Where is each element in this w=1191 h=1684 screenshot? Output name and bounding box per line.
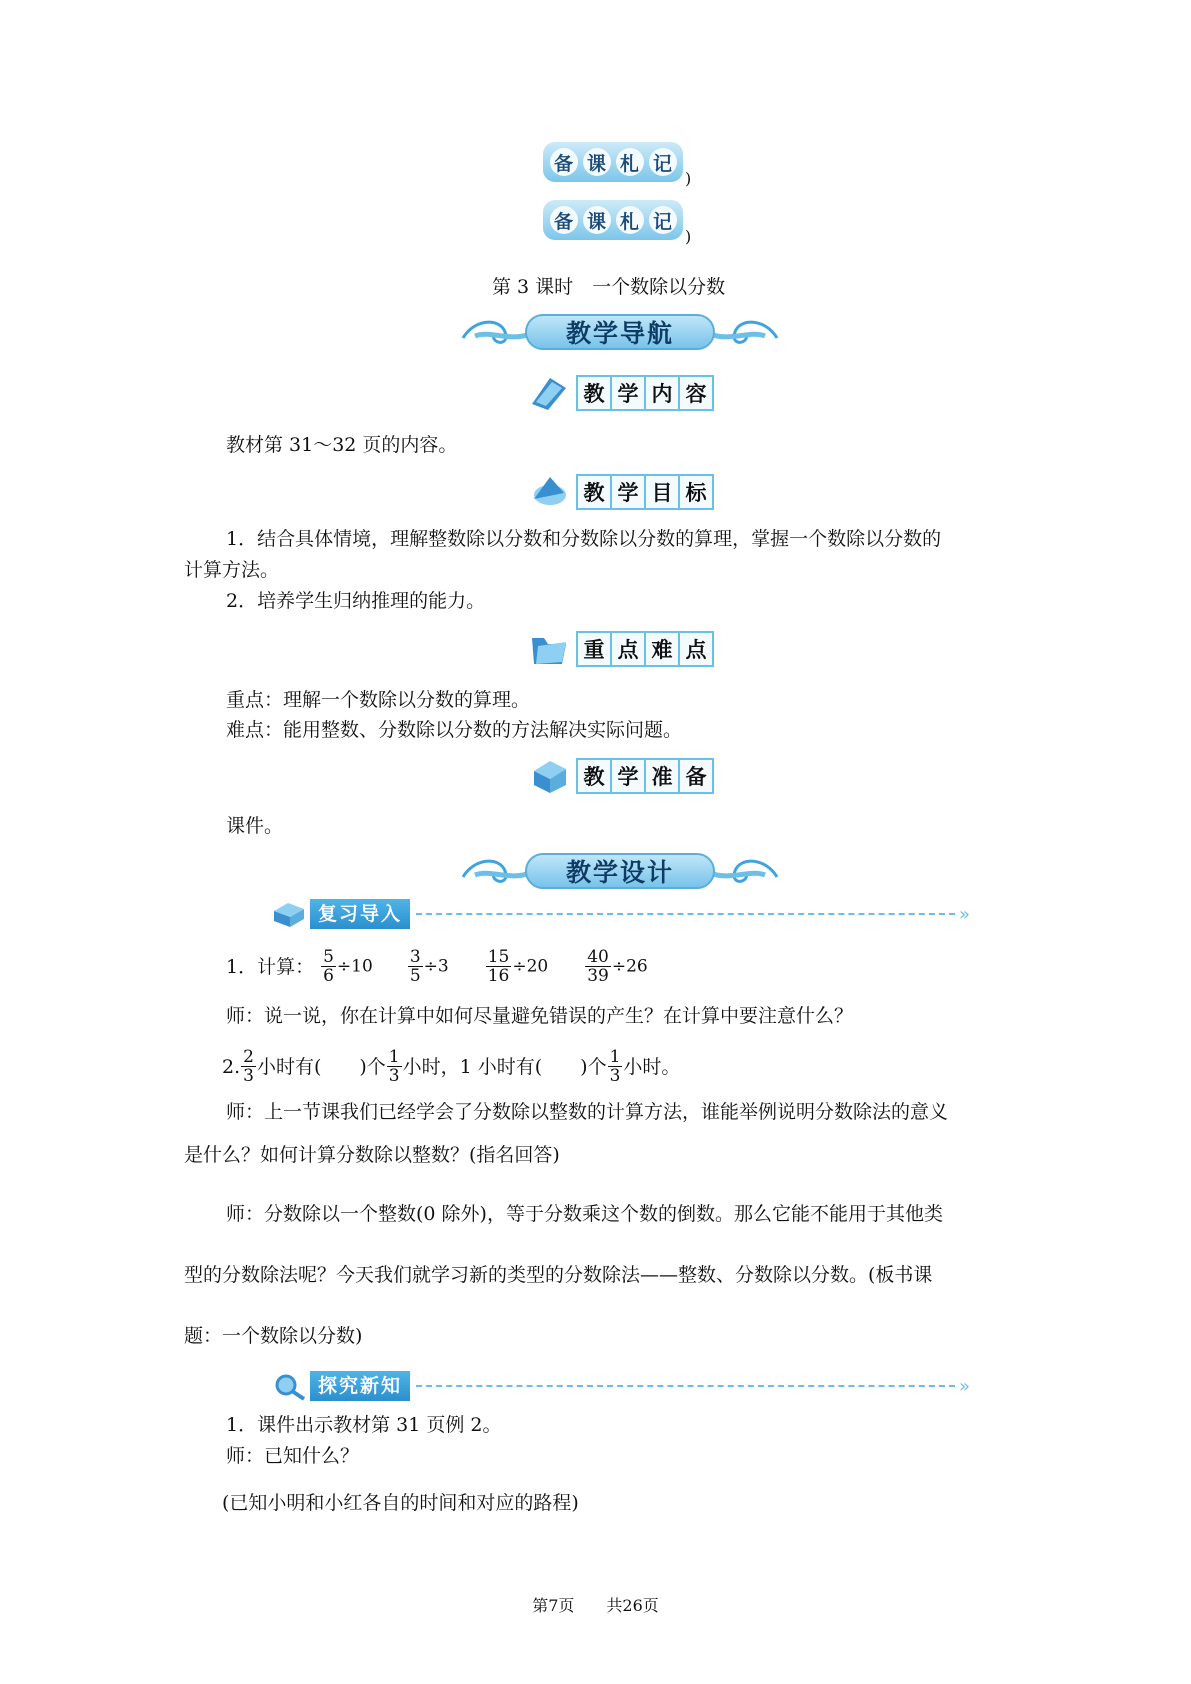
- fraction-numerator: 5: [323, 947, 334, 967]
- explore-line-3: (已知小明和小红各自的时间和对应的路程): [222, 1492, 579, 1514]
- badge-char: 课: [583, 148, 611, 176]
- fraction-denominator: 3: [609, 1066, 621, 1086]
- calc-item-3: [485, 948, 549, 985]
- heading-char: 准: [646, 760, 680, 792]
- target-icon: [528, 473, 570, 511]
- double-chevron-icon: »: [958, 903, 970, 925]
- heading-teaching-content: [528, 374, 714, 412]
- calc-operator: ÷3: [423, 956, 449, 977]
- heading-char: 点: [612, 633, 646, 665]
- heading-char: 容: [680, 377, 712, 409]
- dashed-divider: [416, 913, 955, 915]
- heading-teaching-prep: [528, 757, 714, 795]
- heading-char: 难: [646, 633, 680, 665]
- goal-line-1b: 计算方法。: [184, 559, 280, 581]
- book-icon: [528, 374, 570, 412]
- fraction-denominator: 39: [587, 966, 609, 986]
- badge-paren: ): [685, 169, 692, 188]
- fraction-numerator: 40: [587, 947, 609, 967]
- badge-char: 记: [649, 206, 677, 234]
- calc-label: 1．计算：: [226, 955, 315, 978]
- banner-label: 教学设计: [525, 853, 715, 889]
- q2-text-3: 小时。: [623, 1055, 681, 1078]
- badge-char: 备: [550, 206, 578, 234]
- badge-char: 札: [616, 206, 644, 234]
- calc-item-1: [320, 948, 373, 985]
- fraction-numerator: 3: [409, 947, 421, 967]
- fraction-numerator: 15: [487, 947, 510, 967]
- banner-teaching-design: [455, 847, 785, 895]
- calc-item-2: [407, 948, 449, 985]
- folder-icon: [528, 630, 570, 668]
- heading-char: 目: [646, 476, 680, 508]
- heading-char: 教: [578, 377, 612, 409]
- fraction-denominator: 5: [409, 966, 421, 986]
- double-chevron-icon: »: [958, 1375, 970, 1397]
- calc-operator: ÷26: [611, 956, 648, 977]
- question-2: [222, 1048, 680, 1085]
- explore-line-2: 师：已知什么？: [226, 1445, 360, 1467]
- heading-teaching-goals: [528, 473, 714, 511]
- content-text: 教材第 31～32 页的内容。: [226, 434, 458, 456]
- fraction-denominator: 3: [243, 1066, 254, 1086]
- heading-char: 重: [578, 633, 612, 665]
- teacher-line-1: 师：说一说，你在计算中如何尽量避免错误的产生？在计算中要注意什么？: [226, 1005, 854, 1027]
- goal-line-2: 2．培养学生归纳推理的能力。: [226, 590, 486, 612]
- badge-char: 札: [616, 148, 644, 176]
- calc-row: [226, 948, 648, 985]
- header-badge-2: [543, 200, 692, 246]
- heading-char: 教: [578, 760, 612, 792]
- q2-prefix: 2.: [222, 1055, 241, 1078]
- badge-pill: [543, 142, 683, 182]
- banner-label: 教学导航: [525, 314, 715, 350]
- goal-line-1: 1．结合具体情境，理解整数除以分数和分数除以分数的算理，掌握一个数除以分数的: [226, 528, 942, 550]
- calc-operator: ÷20: [512, 956, 549, 977]
- calc-item-4: [584, 948, 648, 985]
- fraction-denominator: 3: [388, 1066, 400, 1086]
- box-icon: [528, 757, 570, 795]
- heading-char: 学: [612, 476, 646, 508]
- tagbar-review: [270, 898, 970, 930]
- page-footer: 第7页 共26页: [532, 1596, 659, 1615]
- badge-char: 记: [649, 148, 677, 176]
- teacher-line-2b: 是什么？如何计算分数除以整数？(指名回答): [184, 1144, 560, 1166]
- calc-operator: ÷10: [336, 956, 373, 977]
- key-difficulty: 难点：能用整数、分数除以分数的方法解决实际问题。: [226, 719, 683, 741]
- heading-char: 学: [612, 377, 646, 409]
- heading-key-points: [528, 630, 714, 668]
- cube-icon: [270, 899, 310, 929]
- teacher-line-3b: 型的分数除法呢？今天我们就学习新的类型的分数除法——整数、分数除以分数。(板书课: [184, 1264, 933, 1286]
- heading-char: 学: [612, 760, 646, 792]
- magnifier-icon: [270, 1371, 310, 1401]
- heading-char: 标: [680, 476, 712, 508]
- fraction-numerator: 2: [243, 1047, 254, 1067]
- header-badge-1: [543, 142, 692, 188]
- badge-char: 课: [583, 206, 611, 234]
- heading-char: 内: [646, 377, 680, 409]
- lesson-title: 第 3 课时 一个数除以分数: [492, 276, 726, 298]
- badge-pill: [543, 200, 683, 240]
- teacher-line-3a: 师：分数除以一个整数(0 除外)，等于分数乘这个数的倒数。那么它能不能用于其他类: [226, 1203, 943, 1225]
- dashed-divider: [416, 1385, 955, 1387]
- banner-teaching-nav: [455, 308, 785, 356]
- badge-paren: ): [685, 227, 692, 246]
- tag-label: 探究新知: [310, 1371, 410, 1401]
- heading-char: 备: [680, 760, 712, 792]
- badge-char: 备: [550, 148, 578, 176]
- fraction-denominator: 6: [323, 966, 334, 986]
- q2-text-2: 小时，1 小时有( )个: [402, 1055, 607, 1078]
- key-focus: 重点：理解一个数除以分数的算理。: [226, 689, 531, 711]
- explore-line-1: 1．课件出示教材第 31 页例 2。: [226, 1414, 502, 1436]
- heading-char: 点: [680, 633, 712, 665]
- teacher-line-2a: 师：上一节课我们已经学会了分数除以整数的计算方法，谁能举例说明分数除法的意义: [226, 1101, 949, 1123]
- fraction-numerator: 1: [609, 1047, 621, 1067]
- fraction-denominator: 16: [487, 966, 510, 986]
- teacher-line-3c: 题：一个数除以分数): [184, 1325, 363, 1347]
- q2-text-1: 小时有( )个: [256, 1055, 386, 1078]
- tag-label: 复习导入: [310, 899, 410, 929]
- heading-char: 教: [578, 476, 612, 508]
- prep-text: 课件。: [226, 815, 284, 837]
- tagbar-explore: [270, 1370, 970, 1402]
- fraction-numerator: 1: [388, 1047, 400, 1067]
